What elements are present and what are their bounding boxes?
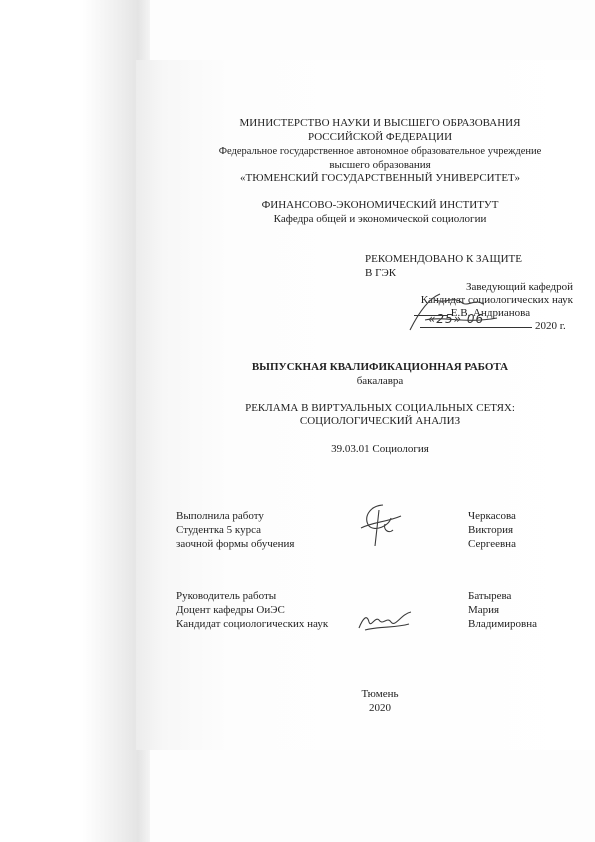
institution-line-2: высшего образования: [329, 159, 431, 171]
work-type: ВЫПУСКНАЯ КВАЛИФИКАЦИОННАЯ РАБОТА: [251, 361, 509, 373]
supervisor-label-2: Доцент кафедры ОиЭС: [176, 604, 285, 616]
supervisor-label-1: Руководитель работы: [176, 590, 277, 602]
author-signature-icon: [355, 500, 405, 550]
approval-signature-icon: [405, 290, 505, 335]
scan-shadow: [0, 0, 150, 842]
university-name: «ТЮМЕНСКИЙ ГОСУДАРСТВЕННЫЙ УНИВЕРСИТЕТ»: [240, 172, 520, 184]
approval-role: Заведующий кафедрой: [466, 281, 573, 293]
approval-date-handwritten: «25» 06: [428, 312, 485, 326]
supervisor-signature-icon: [355, 608, 415, 636]
department-name: Кафедра общей и экономической социологии: [273, 213, 487, 225]
work-specialty: 39.03.01 Социология: [331, 443, 429, 455]
supervisor-label-3: Кандидат социологических наук: [176, 618, 329, 630]
author-patronymic: Сергеевна: [468, 538, 516, 550]
approval-year: 2020 г.: [535, 320, 566, 332]
supervisor-patronymic: Владимировна: [468, 618, 538, 630]
supervisor-first-name: Мария: [468, 604, 500, 616]
author-first-name: Виктория: [468, 524, 514, 536]
institution-line-1: Федеральное государственное автономное образовательное учреждение: [218, 146, 542, 157]
footer-city: Тюмень: [361, 688, 399, 700]
ministry-line-2: РОССИЙСКОЙ ФЕДЕРАЦИИ: [307, 131, 453, 143]
author-label-2: Студентка 5 курса: [176, 524, 261, 536]
institute-name: ФИНАНСОВО-ЭКОНОМИЧЕСКИЙ ИНСТИТУТ: [261, 199, 499, 211]
work-title-line-2: СОЦИОЛОГИЧЕСКИЙ АНАЛИЗ: [299, 415, 461, 427]
approval-degree: Кандидат социологических наук: [420, 294, 573, 306]
author-label-3: заочной формы обучения: [176, 538, 295, 550]
approval-name: Е.В. Андрианова: [450, 307, 531, 319]
work-level: бакалавра: [356, 375, 404, 387]
approval-line-1: РЕКОМЕНДОВАНО К ЗАЩИТЕ: [365, 253, 522, 265]
author-surname: Черкасова: [468, 510, 516, 522]
author-label-1: Выполнила работу: [176, 510, 264, 522]
supervisor-surname: Батырева: [468, 590, 512, 602]
work-title-line-1: РЕКЛАМА В ВИРТУАЛЬНЫХ СОЦИАЛЬНЫХ СЕТЯХ:: [245, 402, 515, 414]
footer-year: 2020: [369, 702, 391, 714]
ministry-line-1: МИНИСТЕРСТВО НАУКИ И ВЫСШЕГО ОБРАЗОВАНИЯ: [239, 117, 521, 129]
approval-line-2: В ГЭК: [365, 267, 397, 279]
